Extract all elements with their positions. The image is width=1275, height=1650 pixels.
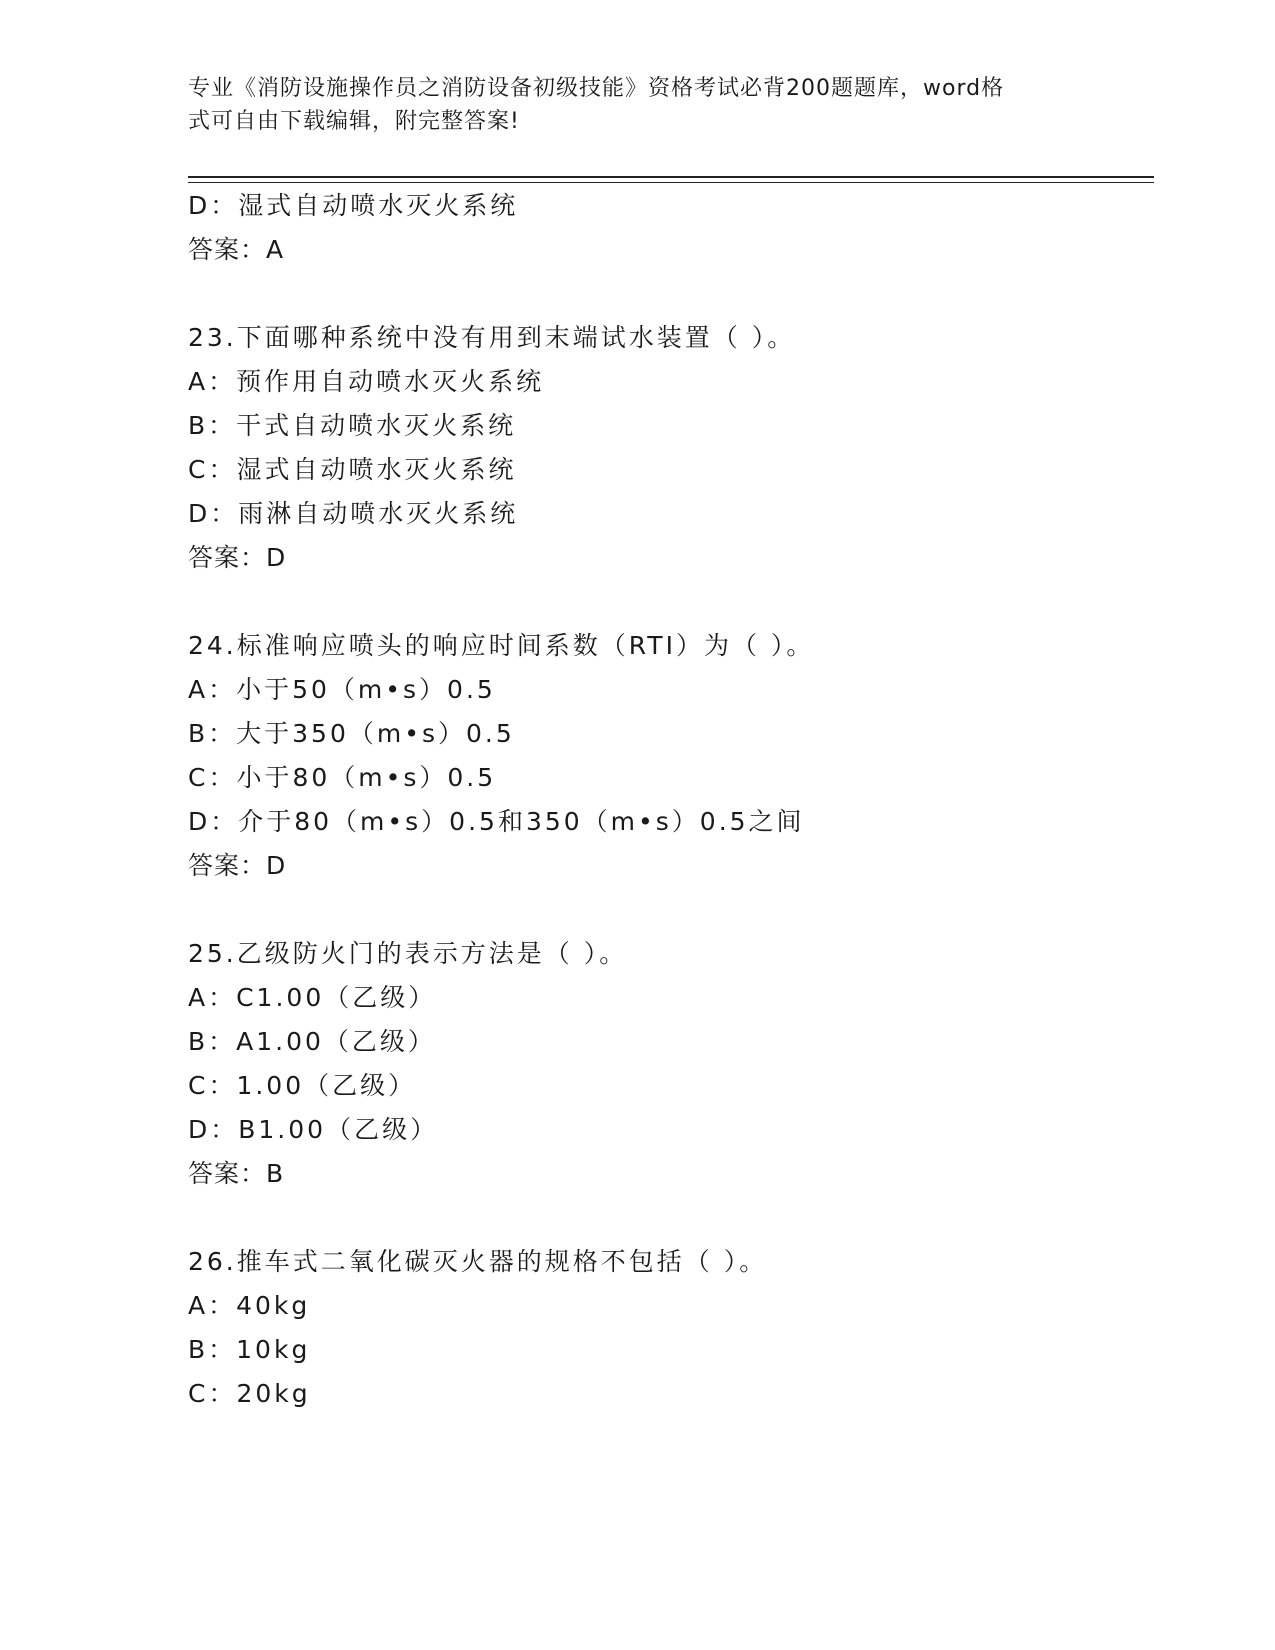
prev-option-d: D：湿式自动喷水灭火系统: [188, 191, 519, 220]
question-24-option-c: C：小于80（m•s）0.5: [188, 763, 497, 792]
header-line-1: 专业《消防设施操作员之消防设备初级技能》资格考试必背200题题库，word格: [188, 76, 1005, 101]
question-23-answer: 答案：D: [188, 543, 287, 572]
question-25-stem: 25.乙级防火门的表示方法是（ ）。: [188, 939, 628, 968]
question-26-option-b: B：10kg: [188, 1335, 311, 1364]
question-26-option-c: C：20kg: [188, 1379, 311, 1408]
question-23-option-a: A：预作用自动喷水灭火系统: [188, 367, 545, 396]
question-25-option-b: B：A1.00（乙级）: [188, 1027, 436, 1056]
question-24-option-d: D：介于80（m•s）0.5和350（m•s）0.5之间: [188, 807, 805, 836]
question-23-stem: 23.下面哪种系统中没有用到末端试水装置（ ）。: [188, 323, 796, 352]
question-25-option-c: C：1.00（乙级）: [188, 1071, 417, 1100]
question-25-option-a: A：C1.00（乙级）: [188, 983, 437, 1012]
question-25-answer: 答案：B: [188, 1159, 285, 1188]
question-24-option-b: B：大于350（m•s）0.5: [188, 719, 515, 748]
header-divider-thin: [188, 182, 1154, 183]
question-26-option-a: A：40kg: [188, 1291, 311, 1320]
question-24-stem: 24.标准响应喷头的响应时间系数（RTI）为（ ）。: [188, 631, 815, 660]
prev-answer: 答案：A: [188, 235, 285, 264]
question-24-answer: 答案：D: [188, 851, 287, 880]
question-26-stem: 26.推车式二氧化碳灭火器的规格不包括（ ）。: [188, 1247, 768, 1276]
question-23-option-b: B：干式自动喷水灭火系统: [188, 411, 517, 440]
question-23-option-d: D：雨淋自动喷水灭火系统: [188, 499, 519, 528]
document-header: [188, 72, 1068, 138]
header-divider: [188, 176, 1154, 178]
question-25-option-d: D：B1.00（乙级）: [188, 1115, 439, 1144]
header-line-2: 式可自由下载编辑，附完整答案!: [188, 109, 520, 134]
question-23-option-c: C：湿式自动喷水灭火系统: [188, 455, 517, 484]
question-24-option-a: A：小于50（m•s）0.5: [188, 675, 496, 704]
